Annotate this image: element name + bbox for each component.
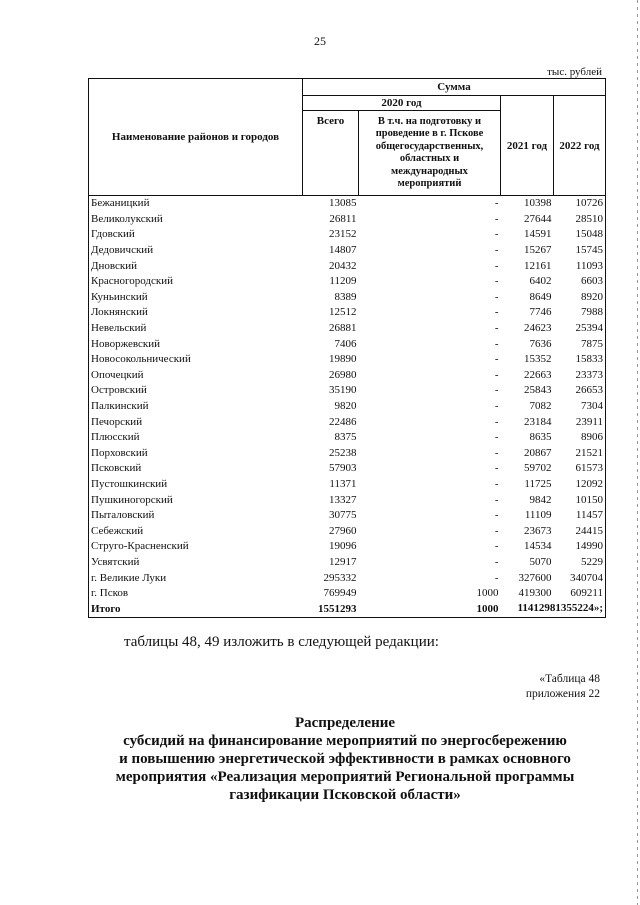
cell-y2021: 23673 <box>524 524 552 537</box>
cell-y2022: 24415 <box>554 523 606 539</box>
cell-y2021: 7746 <box>529 306 552 319</box>
table-row <box>89 352 606 368</box>
heading-line3: и повышению энергетической эффективности в рамках основного <box>119 751 571 767</box>
cell-name: Усвятский <box>89 555 303 571</box>
cell-y2022: 15745 <box>554 243 606 259</box>
cell-all: 1551293 <box>303 601 359 617</box>
cell-y2021: 5070 <box>529 555 552 568</box>
header-sum: Сумма <box>303 79 606 96</box>
cell-name: Себежский <box>89 523 303 539</box>
cell-name: Плюсский <box>89 430 303 446</box>
cell-y2021: 8635 <box>529 431 552 444</box>
cell-pskov: - <box>494 368 499 381</box>
table-row <box>89 196 606 212</box>
cell-y2022: 25394 <box>554 321 606 337</box>
cell-y2022: 10726 <box>554 196 606 212</box>
cell-y2022: 7304 <box>554 399 606 415</box>
cell-pskov: - <box>494 400 499 413</box>
cell-name: Новоржевский <box>89 336 303 352</box>
cell-y2022: 10150 <box>554 492 606 508</box>
cell-pskov: - <box>494 431 499 444</box>
cell-y2022: 26653 <box>554 383 606 399</box>
heading-line4: мероприятия «Реализация мероприятий Региональной программы <box>115 769 575 785</box>
cell-y2021: 14591 <box>524 228 552 241</box>
table-row <box>89 212 606 228</box>
table-row <box>89 305 606 321</box>
cell-all: 35190 <box>329 384 357 397</box>
cell-all: 8389 <box>334 290 357 303</box>
cell-pskov: - <box>494 540 499 553</box>
cell-name: Струго-Красненский <box>89 539 303 555</box>
cell-y2021: 22663 <box>524 368 552 381</box>
table-row <box>89 570 606 586</box>
cell-y2022: 6603 <box>554 274 606 290</box>
cell-name: Палкинский <box>89 399 303 415</box>
cell-name: Новосокольнический <box>89 352 303 368</box>
cell-name: Пустошкинский <box>89 477 303 493</box>
cell-all: 27960 <box>329 524 357 537</box>
cell-y2021: 23184 <box>524 415 552 428</box>
cell-y2021: 419300 <box>518 587 552 600</box>
cell-all: 57903 <box>329 462 357 475</box>
header-2021: 2021 год <box>501 96 554 196</box>
cell-name: Псковский <box>89 461 303 477</box>
cell-name: Островский <box>89 383 303 399</box>
cell-pskov: - <box>494 509 499 522</box>
cell-all: 23152 <box>329 228 357 241</box>
header-pskov: В т.ч. на подготовку и проведение в г. Пскове общегосударственных, областных и международных мероприятий <box>359 111 501 196</box>
total-2021-2022-value: 11412981355224»; <box>517 602 603 615</box>
table-row <box>89 492 606 508</box>
table-reference <box>526 672 600 702</box>
cell-pskov: - <box>494 212 499 225</box>
cell-y2021: 6402 <box>529 275 552 288</box>
cell-name: Локнянский <box>89 305 303 321</box>
cell-all: 26811 <box>329 212 357 225</box>
cell-all: 14807 <box>329 244 357 257</box>
table-row <box>89 477 606 493</box>
table-row <box>89 368 606 384</box>
cell-y2022: 11457 <box>554 508 606 524</box>
table-row <box>89 258 606 274</box>
heading-line2: субсидий на финансирование мероприятий по энергосбережению <box>123 733 567 749</box>
section-heading <box>60 714 630 804</box>
cell-pskov: - <box>494 524 499 537</box>
cell-name: Гдовский <box>89 227 303 243</box>
cell-name: Опочецкий <box>89 368 303 384</box>
cell-name: г. Псков <box>89 586 303 602</box>
cell-pskov: - <box>494 571 499 584</box>
cell-y2022: 21521 <box>554 446 606 462</box>
instruction-paragraph: таблицы 48, 49 изложить в следующей редакции: <box>124 634 439 650</box>
cell-y2021: 327600 <box>518 571 552 584</box>
cell-all: 30775 <box>329 509 357 522</box>
cell-all: 769949 <box>323 587 357 600</box>
cell-y2021: 7082 <box>529 400 552 413</box>
cell-y2022: 340704 <box>554 570 606 586</box>
cell-all: 7406 <box>334 337 357 350</box>
cell-pskov: - <box>494 337 499 350</box>
cell-y2021: 59702 <box>524 462 552 475</box>
cell-y2022: 28510 <box>554 212 606 228</box>
heading-line5: газификации Псковской области» <box>229 787 461 803</box>
cell-all: 11371 <box>329 477 357 490</box>
cell-pskov: - <box>494 290 499 303</box>
table-row <box>89 461 606 477</box>
table-row <box>89 383 606 399</box>
header-2020: 2020 год <box>303 96 501 111</box>
cell-pskov: - <box>494 197 499 210</box>
cell-pskov: - <box>494 275 499 288</box>
cell-y2021: 8649 <box>529 290 552 303</box>
cell-name: г. Великие Луки <box>89 570 303 586</box>
cell-y2022: 12092 <box>554 477 606 493</box>
cell-y2021-y2022 <box>501 601 606 617</box>
table-body <box>89 196 606 618</box>
cell-pskov: 1000 <box>476 587 499 600</box>
cell-y2021: 24623 <box>524 322 552 335</box>
header-all: Всего <box>303 111 359 196</box>
cell-pskov: - <box>494 306 499 319</box>
table-row <box>89 430 606 446</box>
table-row <box>89 446 606 462</box>
cell-y2022: 15048 <box>554 227 606 243</box>
table-row <box>89 523 606 539</box>
cell-all: 19890 <box>329 353 357 366</box>
cell-y2022: 7988 <box>554 305 606 321</box>
cell-y2021: 27644 <box>524 212 552 225</box>
cell-y2022: 23373 <box>554 368 606 384</box>
cell-y2021: 14534 <box>524 540 552 553</box>
cell-y2021: 7636 <box>529 337 552 350</box>
cell-y2022: 5229 <box>554 555 606 571</box>
cell-pskov: - <box>494 415 499 428</box>
cell-y2021: 15267 <box>524 244 552 257</box>
cell-all: 11209 <box>329 275 357 288</box>
cell-pskov: - <box>494 446 499 459</box>
table-row <box>89 555 606 571</box>
cell-y2021: 10398 <box>524 197 552 210</box>
header-name: Наименование районов и городов <box>89 79 303 196</box>
cell-name: Пыталовский <box>89 508 303 524</box>
table-row <box>89 227 606 243</box>
cell-name: Бежаницкий <box>89 196 303 212</box>
header-2022: 2022 год <box>554 96 606 196</box>
cell-name: Куньинский <box>89 290 303 306</box>
cell-pskov: - <box>494 322 499 335</box>
cell-all: 12917 <box>329 555 357 568</box>
cell-pskov: - <box>494 555 499 568</box>
table-row <box>89 539 606 555</box>
table-row <box>89 586 606 602</box>
cell-y2021: 20867 <box>524 446 552 459</box>
heading-line1: Распределение <box>294 715 396 731</box>
cell-name: Красногородский <box>89 274 303 290</box>
cell-all: 26881 <box>329 322 357 335</box>
cell-name: Дновский <box>89 258 303 274</box>
cell-name: Итого <box>89 601 303 617</box>
cell-pskov: - <box>494 384 499 397</box>
table-row <box>89 243 606 259</box>
table-reference-line2: приложения 22 <box>525 688 600 700</box>
table-row <box>89 290 606 306</box>
cell-y2021: 11725 <box>524 477 552 490</box>
cell-pskov: - <box>494 244 499 257</box>
cell-all: 8375 <box>334 431 357 444</box>
cell-name: Печорский <box>89 414 303 430</box>
cell-y2021: 12161 <box>524 259 552 272</box>
cell-y2021: 15352 <box>524 353 552 366</box>
cell-name: Пушкиногорский <box>89 492 303 508</box>
cell-name: Невельский <box>89 321 303 337</box>
cell-all: 12512 <box>329 306 357 319</box>
table-row <box>89 414 606 430</box>
cell-name: Порховский <box>89 446 303 462</box>
cell-pskov: - <box>494 493 499 506</box>
cell-y2021: 9842 <box>529 493 552 506</box>
cell-y2022: 11093 <box>554 258 606 274</box>
cell-all: 19096 <box>329 540 357 553</box>
table-row-total <box>89 601 606 617</box>
cell-pskov: - <box>494 353 499 366</box>
cell-y2022: 609211 <box>554 586 606 602</box>
cell-y2022: 14990 <box>554 539 606 555</box>
cell-all: 13085 <box>329 197 357 210</box>
table-row <box>89 336 606 352</box>
subsidy-table <box>88 78 606 618</box>
cell-all: 22486 <box>329 415 357 428</box>
cell-all: 25238 <box>329 446 357 459</box>
cell-all: 26980 <box>329 368 357 381</box>
cell-name: Великолукский <box>89 212 303 228</box>
cell-all: 295332 <box>323 571 357 584</box>
table-row <box>89 399 606 415</box>
cell-pskov: - <box>494 477 499 490</box>
cell-name: Дедовичский <box>89 243 303 259</box>
cell-all: 20432 <box>329 259 357 272</box>
table-reference-line1: «Таблица 48 <box>539 673 600 685</box>
page-number: 25 <box>314 34 326 48</box>
cell-pskov: 1000 <box>359 601 501 617</box>
cell-y2022: 15833 <box>554 352 606 368</box>
cell-pskov: - <box>494 259 499 272</box>
table-row <box>89 321 606 337</box>
cell-y2022: 61573 <box>554 461 606 477</box>
cell-y2022: 8920 <box>554 290 606 306</box>
cell-y2022: 8906 <box>554 430 606 446</box>
cell-all: 13327 <box>329 493 357 506</box>
cell-all: 9820 <box>334 400 357 413</box>
cell-y2021: 25843 <box>524 384 552 397</box>
table-row <box>89 274 606 290</box>
cell-pskov: - <box>494 462 499 475</box>
table-row <box>89 508 606 524</box>
cell-pskov: - <box>494 228 499 241</box>
cell-y2022: 7875 <box>554 336 606 352</box>
cell-y2021: 11109 <box>524 509 552 522</box>
scan-edge <box>637 0 638 905</box>
units-label: тыс. рублей <box>547 66 602 78</box>
cell-y2022: 23911 <box>554 414 606 430</box>
